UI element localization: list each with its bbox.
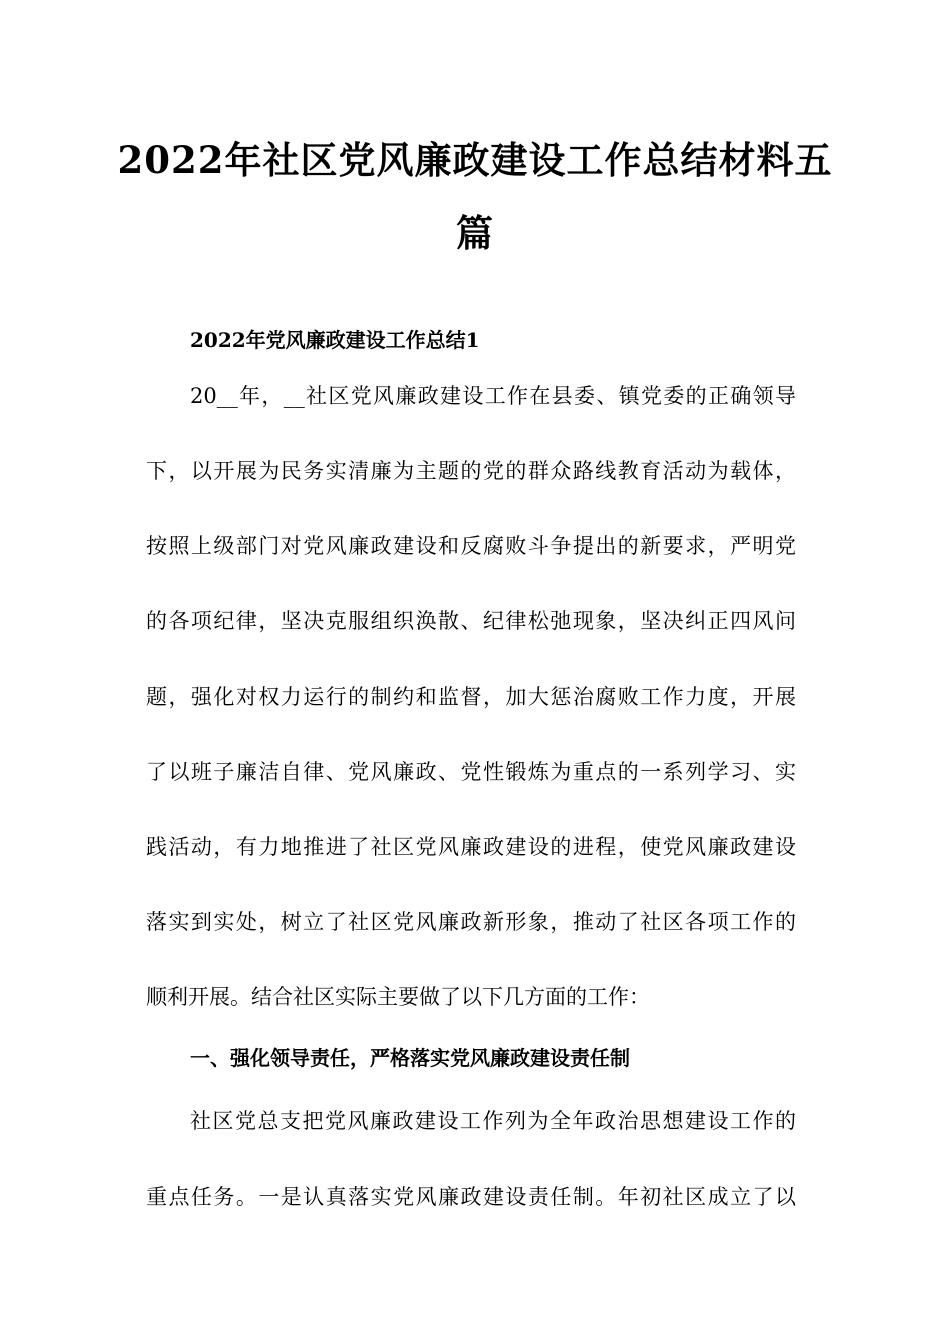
paragraph-line: 的各项纪律，坚决克服组织涣散、纪律松弛现象，坚决纠正四风问	[146, 609, 796, 633]
paragraph-line: 顺利开展。结合社区实际主要做了以下几方面的工作：	[146, 985, 650, 1009]
paragraph-line: 题，强化对权力运行的制约和监督，加大惩治腐败工作力度，开展	[146, 685, 796, 709]
section-heading: 一、强化领导责任，严格落实党风廉政建设责任制	[190, 1046, 630, 1070]
paragraph-line: 重点任务。一是认真落实党风廉政建设责任制。年初社区成立了以	[146, 1185, 796, 1209]
paragraph-line: 下，以开展为民务实清廉为主题的党的群众路线教育活动为载体，	[146, 459, 796, 483]
paragraph-line: 践活动，有力地推进了社区党风廉政建设的进程，使党风廉政建设	[146, 835, 796, 859]
document-title-line-1: 2022年社区党风廉政建设工作总结材料五	[117, 138, 833, 182]
paragraph-line: 落实到实处，树立了社区党风廉政新形象，推动了社区各项工作的	[146, 910, 796, 934]
paragraph-line: 社区党总支把党风廉政建设工作列为全年政治思想建设工作的	[190, 1109, 796, 1133]
paragraph-line: 了以班子廉洁自律、党风廉政、党性锻炼为重点的一系列学习、实	[146, 760, 796, 784]
paragraph-line: 20__年，__社区党风廉政建设工作在县委、镇党委的正确领导	[190, 384, 796, 408]
subtitle: 2022年党风廉政建设工作总结1	[190, 328, 480, 352]
paragraph-line: 按照上级部门对党风廉政建设和反腐败斗争提出的新要求，严明党	[146, 534, 796, 558]
document-title-line-2: 篇	[456, 211, 494, 255]
